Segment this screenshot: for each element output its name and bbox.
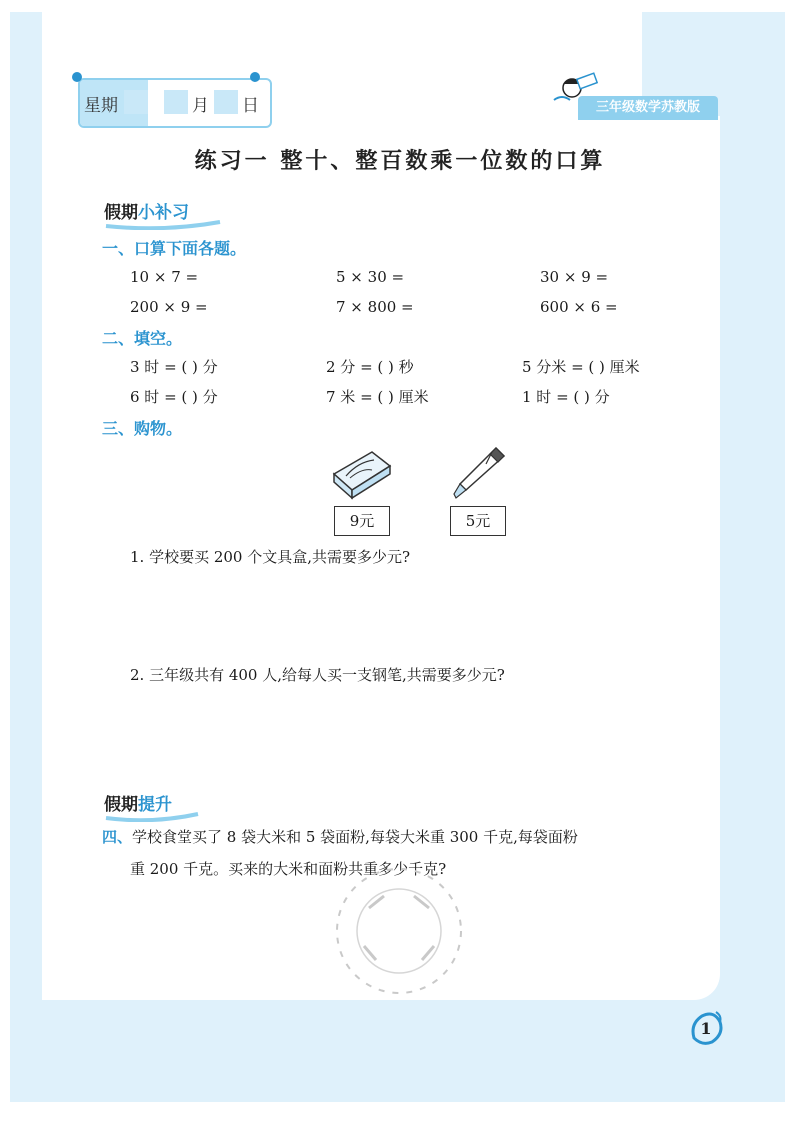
section-badge-1 bbox=[104, 198, 189, 228]
date-week-label: 星期 bbox=[84, 96, 118, 116]
date-month-label: 月 bbox=[192, 96, 209, 116]
calc-item: 7 × 800 = bbox=[336, 298, 414, 316]
swoosh-icon bbox=[104, 220, 222, 230]
problem-4-line-1 bbox=[102, 826, 578, 847]
problem-4-line-2: 重 200 千克。买来的大米和面粉共重多少千克? bbox=[130, 860, 447, 878]
pin-dot-right bbox=[250, 72, 260, 82]
watermark-stamp-icon bbox=[324, 856, 474, 1006]
price-box-pen: 5元 bbox=[450, 506, 506, 536]
page-number: 1 bbox=[700, 1019, 712, 1038]
problem-4-text: 学校食堂买了 8 袋大米和 5 袋面粉,每袋大米重 300 千克,每袋面粉 bbox=[132, 828, 578, 846]
calc-item: 30 × 9 = bbox=[540, 268, 609, 286]
section-badge-1-b: 小补习 bbox=[138, 203, 189, 223]
date-day-slot[interactable] bbox=[214, 90, 238, 114]
problem-4-prefix: 四、 bbox=[102, 828, 133, 846]
calc-item: 5 × 30 = bbox=[336, 268, 405, 286]
price-box-pencil-case: 9元 bbox=[334, 506, 390, 536]
fountain-pen-icon bbox=[448, 444, 510, 502]
problem-4-line-1-text bbox=[102, 828, 578, 846]
part2-heading: 二、填空。 bbox=[102, 329, 183, 348]
calc-item: 200 × 9 = bbox=[130, 298, 208, 316]
fill-item: 6 时 = ( ) 分 bbox=[130, 388, 218, 406]
question-2: 2. 三年级共有 400 人,给每人买一支钢笔,共需要多少元? bbox=[130, 666, 505, 684]
page-title: 练习一 整十、整百数乘一位数的口算 bbox=[194, 149, 606, 174]
date-week-slot[interactable] bbox=[124, 90, 148, 114]
section-badge-1-a: 假期 bbox=[104, 203, 138, 223]
date-box bbox=[78, 78, 272, 128]
fill-item: 5 分米 = ( ) 厘米 bbox=[522, 358, 640, 376]
date-day-label: 日 bbox=[242, 96, 259, 116]
part1-heading: 一、口算下面各题。 bbox=[102, 239, 247, 258]
fill-item: 1 时 = ( ) 分 bbox=[522, 388, 610, 406]
part3-heading: 三、购物。 bbox=[102, 419, 183, 438]
date-month-slot[interactable] bbox=[164, 90, 188, 114]
fill-item: 3 时 = ( ) 分 bbox=[130, 358, 218, 376]
calc-item: 600 × 6 = bbox=[540, 298, 618, 316]
swoosh-icon bbox=[104, 812, 200, 822]
page-number-badge bbox=[686, 1008, 726, 1048]
grade-tag: 三年级数学苏教版 bbox=[578, 96, 718, 120]
pin-dot-left bbox=[72, 72, 82, 82]
fill-item: 2 分 = ( ) 秒 bbox=[326, 358, 414, 376]
section-badge-2-a: 假期 bbox=[104, 795, 138, 815]
fill-item: 7 米 = ( ) 厘米 bbox=[326, 388, 429, 406]
calc-item: 10 × 7 = bbox=[130, 268, 199, 286]
question-1: 1. 学校要买 200 个文具盒,共需要多少元? bbox=[130, 548, 411, 566]
section-badge-2 bbox=[104, 790, 172, 820]
section-badge-2-b: 提升 bbox=[138, 795, 172, 815]
pencil-box-icon bbox=[328, 446, 394, 502]
